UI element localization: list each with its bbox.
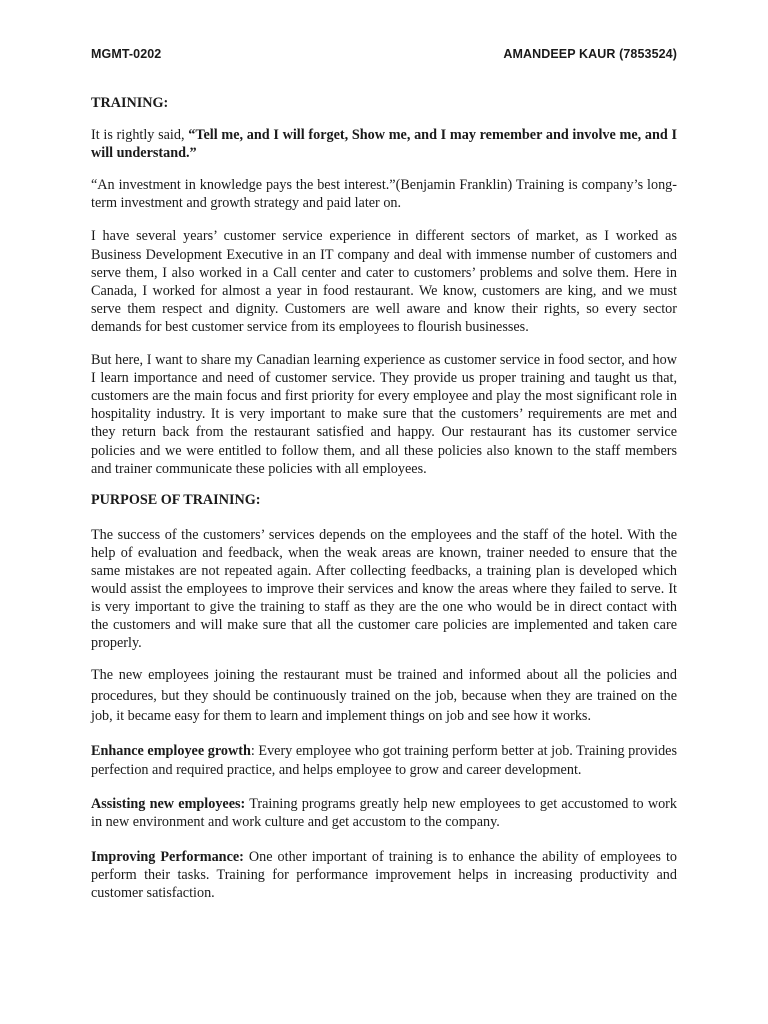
course-code: MGMT-0202 — [91, 47, 162, 61]
franklin-paragraph: “An investment in knowledge pays the best interest.”(Benjamin Franklin) Training is company’s long-term investment and growth strategy and paid later on. — [91, 177, 677, 212]
canadian-experience-paragraph: But here, I want to share my Canadian learning experience as customer service in food sector, and how I learn importance and need of customer service. They provide us proper training and taught us that, customers are the main focus and first priority for every employee and play the most significant role in hospitality industry. It is very important to make sure that the customers’ requirements are met and they return back from the restaurant satisfied and happy. Our restaurant has its customer service policies and we were entitled to follow them, and all these policies also known to the staff members and trainer communicate these policies with all employees. — [91, 352, 677, 477]
assist-text: Training programs greatly help new employees to get accustomed to work in new environment and work culture and get accustom to the company. — [91, 795, 677, 831]
improve-paragraph — [91, 848, 677, 903]
intro-quote: “Tell me, and I will forget, Show me, and I may remember and involve me, and I will understand.” — [91, 127, 677, 162]
purpose-heading: PURPOSE OF TRAINING: — [91, 491, 261, 508]
improve-label: Improving Performance: — [91, 848, 244, 865]
experience-paragraph: I have several years’ customer service experience in different sectors of market, as I worked as Business Development Executive in an IT company and deal with immense number of customers and serve them, I also worked in a Call center and cater to customers’ problems and solve them. Here in Canada, I worked for almost a year in food restaurant. We know, customers are king, and we must serve them respect and dignity. Customers are well aware and know their rights, so every sector demands for best customer service from its employees to flourish businesses. — [91, 228, 677, 335]
growth-label: Enhance employee growth — [91, 743, 251, 760]
success-paragraph: The success of the customers’ services depends on the employees and the staff of the hotel. With the help of evaluation and feedback, when the weak areas are known, trainer needed to ensure that the same mistakes are not repeated again. After collecting feedbacks, a training plan is developed which would assist the employees to improve their services and know the areas where they failed to serve. It is very important to give the training to staff as they are the one who would be in direct contact with the customers and will make sure that all the customer care policies are implemented and taken care properly. — [91, 526, 677, 652]
intro-paragraph — [91, 126, 677, 162]
intro-lead: It is rightly said, — [91, 127, 189, 144]
new-employees-paragraph: The new employees joining the restaurant must be trained and informed about all the policies and procedures, but they should be continuously trained on the job, because when they are trained on the job, it became easy for them to learn and implement things on job and see how it works. — [91, 667, 677, 725]
assist-label: Assisting new employees: — [91, 795, 246, 812]
training-heading: TRAINING: — [91, 95, 169, 111]
document-body — [91, 94, 677, 902]
assist-paragraph — [91, 795, 677, 832]
growth-paragraph — [91, 742, 677, 779]
growth-text: : Every employee who got training perform better at job. Training provides perfection and required practice, and helps employee to grow and career development. — [91, 743, 678, 778]
improve-text: One other important of training is to enhance the ability of employees to perform their tasks. Training for performance improvement helps in increasing productivity and customer satisfaction. — [91, 848, 677, 902]
page-header — [91, 47, 677, 67]
author-name: AMANDEEP KAUR (7853524) — [503, 47, 677, 61]
